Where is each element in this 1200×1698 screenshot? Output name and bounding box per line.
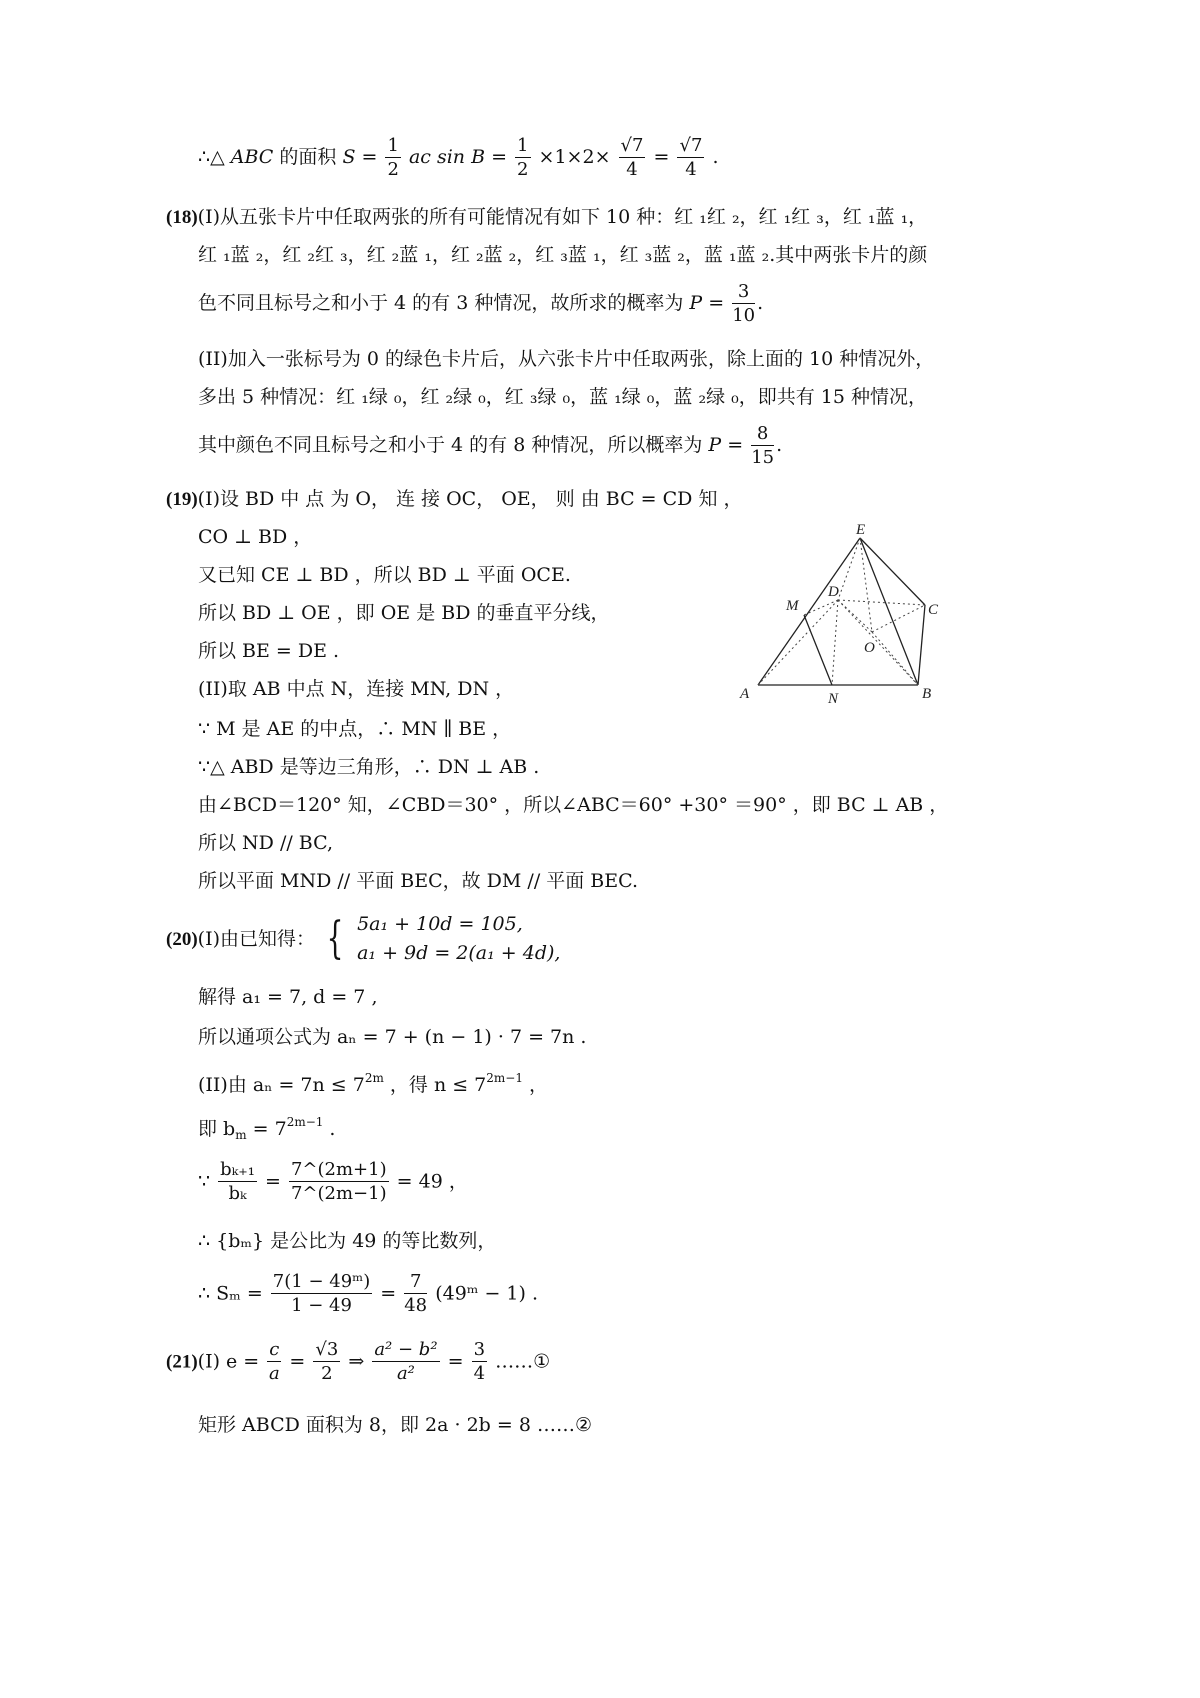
question-number: (20) [166, 928, 198, 950]
q17-area-line: ∴△ ABC 的面积 S = $\frac{1}{2}$ ac sin B = $\frac{1}{2}$ ×1×2× $\frac{√7}{4}$ = $\frac{√7}{4}$ . [198, 135, 719, 180]
fraction: $\frac{3}{4}$ [473, 1339, 486, 1384]
q18-line-3: 色不同且标号之和小于 4 的有 3 种情况，故所求的概率为 P = $\frac{3}{10}$ . [198, 281, 764, 326]
label-C: C [928, 602, 939, 618]
equation-system: 5a₁ + 10d = 105, a₁ + 9d = 2(a₁ + 4d), [357, 913, 561, 965]
q20-line-2: 解得 a₁ = 7, d = 7 , [198, 986, 378, 1008]
question-number: (18) [166, 207, 198, 228]
q19-line-1: (19)(I)设 BD 中 点 为 O， 连 接 OC， OE， 则 由 BC = CD 知 ， [166, 488, 743, 510]
label-N: N [828, 691, 839, 707]
q18-line-2: 红 ₁蓝 ₂，红 ₂红 ₃，红 ₂蓝 ₁，红 ₂蓝 ₂，红 ₃蓝 ₁，红 ₃蓝 ₂，蓝 ₁蓝 ₂.其中两张卡片的颜 [198, 244, 928, 266]
label-M: M [786, 598, 799, 614]
q19-line-2: CO ⊥ BD ， [198, 526, 313, 548]
fraction: $\frac{7\^{}(2m+1)}{7\^{}(2m-1)}$ [290, 1159, 387, 1204]
q18-line-1: (18)(I)从五张卡片中任取两张的所有可能情况有如下 10 种：红 ₁红 ₂，红 ₁红 ₃，红 ₁蓝 ₁， [166, 206, 928, 228]
q20-line-1: (20)(I)由已知得： { 5a₁ + 10d = 105, a₁ + 9d = 2(a₁ + 4d), [166, 910, 560, 969]
q18-line-5: 多出 5 种情况：红 ₁绿 ₀，红 ₂绿 ₀，红 ₃绿 ₀，蓝 ₁绿 ₀，蓝 ₂绿 ₀，即共有 15 种情况， [198, 386, 927, 408]
q21-line-1: (21)(I) e = $\frac{c}{a}$ = $\frac{√3}{2}$ ⇒ $\frac{\text{a² − b²}}{\text{a²}}$ = $\frac{3}{4}$ ……① [166, 1339, 551, 1384]
q19-line-7: ∵ M 是 AE 的中点，∴ MN ∥ BE ， [198, 718, 512, 740]
q20-line-6: ∵ $\frac{\text{bₖ₊₁}}{\text{bₖ}}$ = $\frac{7\^{}(2m+1)}{7\^{}(2m-1)}$ = 49 ， [198, 1159, 468, 1204]
label-A: A [740, 686, 750, 702]
q19-line-10: 所以 ND // BC, [198, 832, 333, 854]
q18-line-6: 其中颜色不同且标号之和小于 4 的有 8 种情况，所以概率为 P = $\frac{8}{15}$ . [198, 423, 783, 468]
fraction: $\frac{\text{7(1 − 49ᵐ)}}{1 - 49}$ [272, 1271, 371, 1316]
question-number: (19) [166, 489, 198, 510]
question-number: (21) [166, 1351, 198, 1373]
therefore-triangle: ∴△ [198, 145, 225, 168]
label-E: E [856, 522, 866, 538]
pyramid-figure [730, 520, 950, 710]
q18-line-4: (II)加入一张标号为 0 的绿色卡片后，从六张卡片中任取两张，除上面的 10 种情况外， [198, 348, 935, 370]
fraction: $\frac{c}{a}$ [268, 1339, 280, 1384]
fraction: $\frac{\text{bₖ₊₁}}{\text{bₖ}}$ [220, 1159, 255, 1204]
fraction: $\frac{√7}{4}$ [620, 135, 644, 180]
label-B: B [922, 686, 932, 702]
label-O: O [864, 640, 875, 656]
q19-line-5: 所以 BE = DE . [198, 640, 340, 662]
q20-line-7: ∴ {bₘ} 是公比为 49 的等比数列， [198, 1230, 497, 1252]
brace: { [326, 913, 344, 965]
q20-line-8: ∴ Sₘ = $\frac{\text{7(1 − 49ᵐ)}}{1 - 49}$ = $\frac{7}{48}$ (49ᵐ − 1) . [198, 1271, 539, 1316]
q20-line-3: 所以通项公式为 aₙ = 7 + (n − 1) · 7 = 7n . [198, 1026, 587, 1048]
fraction: $\frac{\text{a² − b²}}{\text{a²}}$ [374, 1339, 438, 1384]
fraction: $\frac{√7}{4}$ [679, 135, 703, 180]
q19-line-4: 所以 BD ⊥ OE ，即 OE 是 BD 的垂直平分线， [198, 602, 610, 624]
q19-line-8: ∵△ ABD 是等边三角形，∴ DN ⊥ AB . [198, 756, 540, 778]
label-D: D [828, 584, 839, 600]
fraction: $\frac{√3}{2}$ [315, 1339, 339, 1384]
q19-line-9: 由∠BCD＝120° 知，∠CBD＝30° ，所以∠ABC＝60° +30° ＝90° ，即 BC ⊥ AB ， [198, 794, 949, 816]
fraction: $\frac{7}{48}$ [404, 1271, 428, 1316]
q20-line-5: 即 $b_m = 7^{2m-1}$ . [198, 1115, 336, 1142]
q19-line-6: (II)取 AB 中点 N，连接 MN, DN ， [198, 678, 515, 700]
q20-line-4: (II)由 $a_n = 7n \le 7^{2m}$ ，得 $n \le 7^{2m-1}$ ， [198, 1071, 549, 1096]
fraction: $\frac{1}{2}$ [387, 135, 399, 180]
q21-line-2: 矩形 ABCD 面积为 8，即 2a · 2b = 8 ……② [198, 1414, 592, 1436]
fraction: $\frac{3}{10}$ [732, 281, 756, 326]
q19-line-3: 又已知 CE ⊥ BD ，所以 BD ⊥ 平面 OCE. [198, 564, 571, 586]
q19-line-11: 所以平面 MND // 平面 BEC，故 DM // 平面 BEC. [198, 870, 639, 892]
fraction: $\frac{8}{15}$ [751, 423, 775, 468]
fraction: $\frac{1}{2}$ [517, 135, 529, 180]
